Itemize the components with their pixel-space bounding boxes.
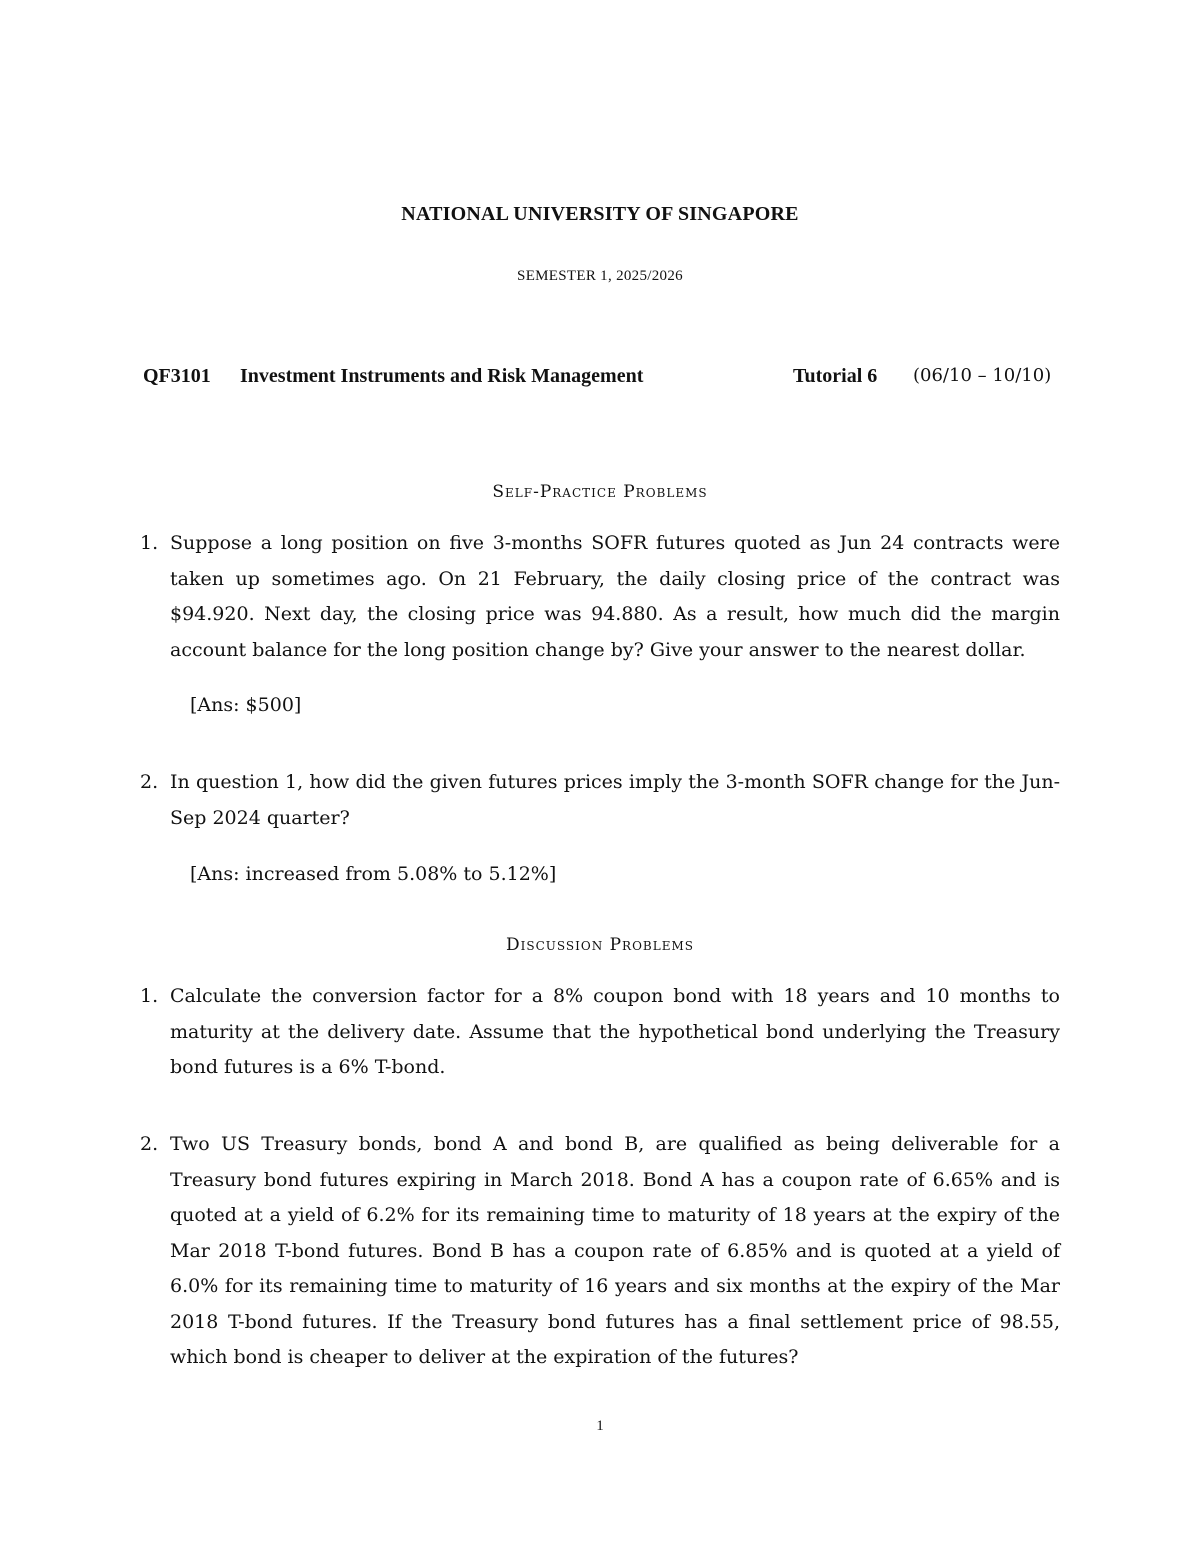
problem-answer: [Ans: increased from 5.08% to 5.12%] (190, 863, 557, 885)
course-title: Investment Instruments and Risk Management (240, 365, 644, 387)
problem-text: Suppose a long position on five 3-months SOFR futures quoted as Jun 24 contracts were taken up sometimes ago. On 21 February, the daily closing price of the contract was $94.920. Next day, the closing price was 94.880. As a result, how much did the margin account balance for the long position change by? Give your answer to the nearest dollar. (170, 532, 1060, 661)
tutorial-label: Tutorial 6 (793, 365, 878, 387)
course-code: QF3101 (143, 365, 211, 387)
tutorial-dates: (06/10 – 10/10) (913, 365, 1052, 386)
page-number: 1 (596, 1418, 604, 1434)
university-title: NATIONAL UNIVERSITY OF SINGAPORE (401, 203, 799, 225)
problem-text: Calculate the conversion factor for a 8% coupon bond with 18 years and 10 months to maturity at the delivery date. Assume that the hypothetical bond underlying the Treasury bond futures is a 6% T-bond. (170, 985, 1060, 1078)
self-practice-heading: Self-Practice Problems (492, 482, 708, 502)
problem-number: 1. (140, 985, 159, 1007)
problem-number: 2. (140, 771, 159, 793)
discussion-heading: Discussion Problems (506, 935, 694, 955)
problem-text: Two US Treasury bonds, bond A and bond B, are qualified as being deliverable for a Treasury bond futures expiring in March 2018. Bond A has a coupon rate of 6.65% and is quoted at a yield of 6.2% for its remaining time to maturity of 18 years at the expiry of the Mar 2018 T-bond futures. Bond B has a coupon rate of 6.85% and is quoted at a yield of 6.0% for its remaining time to maturity of 16 years and six months at the expiry of the Mar 2018 T-bond futures. If the Treasury bond futures has a final settlement price of 98.55, which bond is cheaper to deliver at the expiration of the futures? (170, 1133, 1060, 1368)
problem-answer: [Ans: $500] (190, 694, 302, 716)
problem-number: 1. (140, 532, 159, 554)
problem-text: In question 1, how did the given futures prices imply the 3-month SOFR change for the Jun-Sep 2024 quarter? (170, 771, 1060, 829)
problem-number: 2. (140, 1133, 159, 1155)
semester-label: SEMESTER 1, 2025/2026 (517, 268, 683, 284)
course-line (143, 365, 1063, 395)
